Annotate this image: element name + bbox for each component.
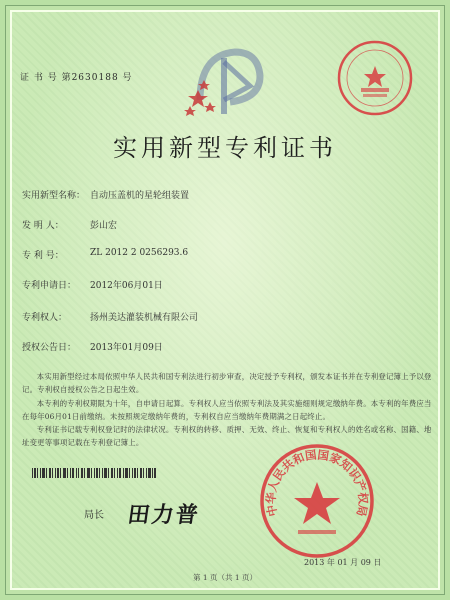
- body-paragraph-1: 本实用新型经过本局依照中华人民共和国专利法进行初步审查，决定授予专利权，颁发本证书并在专利登记簿上予以登记。专利权自授权公告之日起生效。: [22, 372, 432, 395]
- director-label: 局长: [84, 510, 104, 521]
- director-signature: 田力普: [125, 502, 202, 528]
- certificate-body: [22, 370, 432, 450]
- seal-date: 2013 年 01 月 09 日: [304, 558, 382, 567]
- body-paragraph-2: 本专利的专利权期限为十年，自申请日起算。专利权人应当依照专利法及其实施细则规定缴纳年费。本专利的年费应当在每年06月01日前缴纳。未按照规定缴纳年费的，专利权自应当缴纳年费期满之日起终止。: [22, 398, 432, 421]
- office-seal-icon: [258, 442, 376, 560]
- field-label-patent-no: 专 利 号：: [22, 251, 64, 261]
- field-label-inventor: 发 明 人：: [22, 221, 64, 231]
- body-paragraph-3: 专利证书记载专利权登记时的法律状况。专利权的转移、质押、无效、终止、恢复和专利权人的姓名或名称、国籍、地址变更等事项记载在专利登记簿上。: [22, 425, 432, 448]
- page-title: 实用新型专利证书: [113, 134, 337, 162]
- field-value-application-date: 2012年06月01日: [90, 281, 163, 291]
- field-value-inventor: 彭山宏: [90, 221, 118, 231]
- field-label-application-date: 专利申请日：: [22, 281, 77, 291]
- field-value-name: 自动压盖机的星轮组装置: [90, 191, 190, 201]
- seal-arc-text: 中华人民共和国国家知识产权局: [263, 447, 371, 518]
- top-right-seal-icon: [335, 38, 415, 118]
- field-label-patentee: 专利权人：: [22, 313, 68, 323]
- field-value-grant-date: 2013年01月09日: [90, 343, 163, 353]
- certificate-number: 证 书 号 第2630188 号: [20, 73, 133, 83]
- sipo-logo-icon: [180, 40, 270, 120]
- field-value-patentee: 扬州美达灌装机械有限公司: [90, 313, 199, 323]
- page-number: 第 1 页（共 1 页）: [192, 573, 258, 582]
- field-label-grant-date: 授权公告日：: [22, 343, 77, 353]
- barcode-icon: [32, 468, 157, 478]
- field-value-patent-no: ZL 2012 2 0256293.6: [90, 248, 189, 258]
- field-label-name: 实用新型名称：: [22, 191, 86, 201]
